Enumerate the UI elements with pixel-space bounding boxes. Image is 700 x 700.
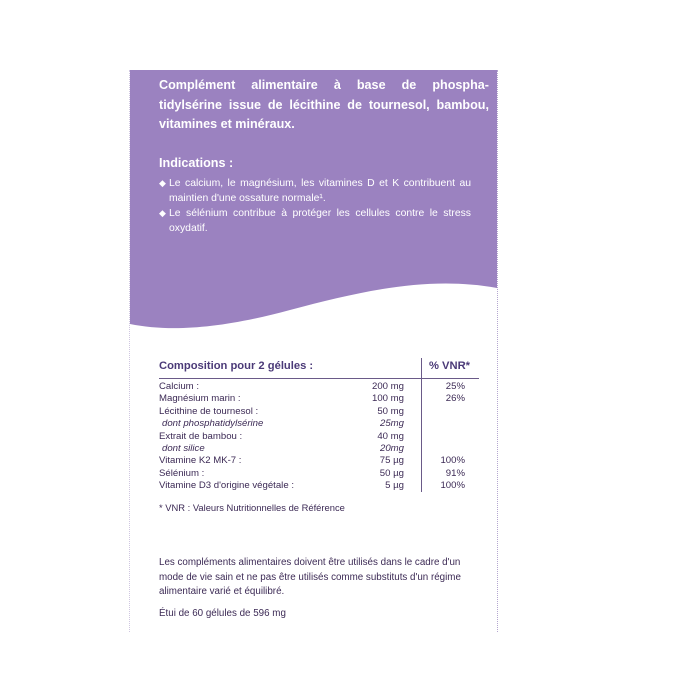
indication-text: Le calcium, le magnésium, les vitamines D et K contribuent au maintien d'une ossature normale¹. <box>169 178 471 204</box>
table-row <box>159 455 479 467</box>
ingredient-quantity: 200 mg <box>372 381 404 392</box>
ingredient-name: Vitamine K2 MK-7 : <box>159 455 242 467</box>
table-row <box>159 393 479 405</box>
product-description: Complément alimentaire à base de phospha-tidylsérine issue de lécithine de tournesol, bambou, vitamines et minéraux. <box>159 78 489 131</box>
composition-title: Composition pour 2 gélules : <box>159 360 314 372</box>
ingredient-vnr: 25% <box>445 381 465 392</box>
ingredient-vnr: 100% <box>440 480 465 492</box>
ingredient-vnr: 100% <box>440 455 465 467</box>
ingredient-quantity: 50 mg <box>377 405 404 417</box>
composition-table <box>159 358 479 493</box>
table-row <box>159 468 479 480</box>
ingredient-quantity: 20mg <box>380 442 404 454</box>
indication-item <box>159 206 471 236</box>
ingredient-name: dont silice <box>162 442 205 454</box>
table-row <box>159 443 479 455</box>
indication-item <box>159 176 471 206</box>
composition-header <box>159 358 479 379</box>
ingredient-quantity: 100 mg <box>372 393 404 405</box>
vnr-header: % VNR* <box>429 360 471 372</box>
ingredient-vnr: 26% <box>445 393 465 405</box>
ingredient-quantity: 50 µg <box>379 467 404 479</box>
packaging-info: Étui de 60 gélules de 596 mg <box>159 608 286 619</box>
usage-warning: Les compléments alimentaires doivent être utilisés dans le cadre d'un mode de vie sain et ne pas être utilisés comme substituts d'un régime alimentaire varié et équilibré. <box>159 557 461 598</box>
ingredient-name: Magnésium marin : <box>159 393 241 405</box>
composition-rows <box>159 379 479 493</box>
indications-title: Indications : <box>159 156 234 170</box>
ingredient-quantity: 5 µg <box>385 480 404 492</box>
ingredient-name: dont phosphatidylsérine <box>162 418 264 430</box>
ingredient-vnr: 91% <box>445 467 465 479</box>
indications-list <box>159 176 471 236</box>
ingredient-name: Lécithine de tournesol : <box>159 405 259 417</box>
diamond-bullet-icon: ◆ <box>159 208 166 218</box>
ingredient-name: Vitamine D3 d'origine végétale : <box>159 480 294 492</box>
ingredient-name: Extrait de bambou : <box>159 430 243 442</box>
table-row <box>159 480 479 492</box>
table-row <box>159 418 479 430</box>
table-row <box>159 431 479 443</box>
ingredient-quantity: 40 mg <box>377 430 404 442</box>
ingredient-quantity: 75 µg <box>379 455 404 467</box>
ingredient-quantity: 25mg <box>380 418 404 430</box>
ingredient-name: Calcium : <box>159 381 199 392</box>
table-row <box>159 381 479 393</box>
product-label-panel <box>129 70 498 632</box>
diamond-bullet-icon: ◆ <box>159 178 166 188</box>
ingredient-name: Sélénium : <box>159 467 205 479</box>
table-row <box>159 406 479 418</box>
vnr-footnote: * VNR : Valeurs Nutritionnelles de Référence <box>159 502 345 513</box>
indication-text: Le sélénium contribue à protéger les cellules contre le stress oxydatif. <box>169 208 471 234</box>
